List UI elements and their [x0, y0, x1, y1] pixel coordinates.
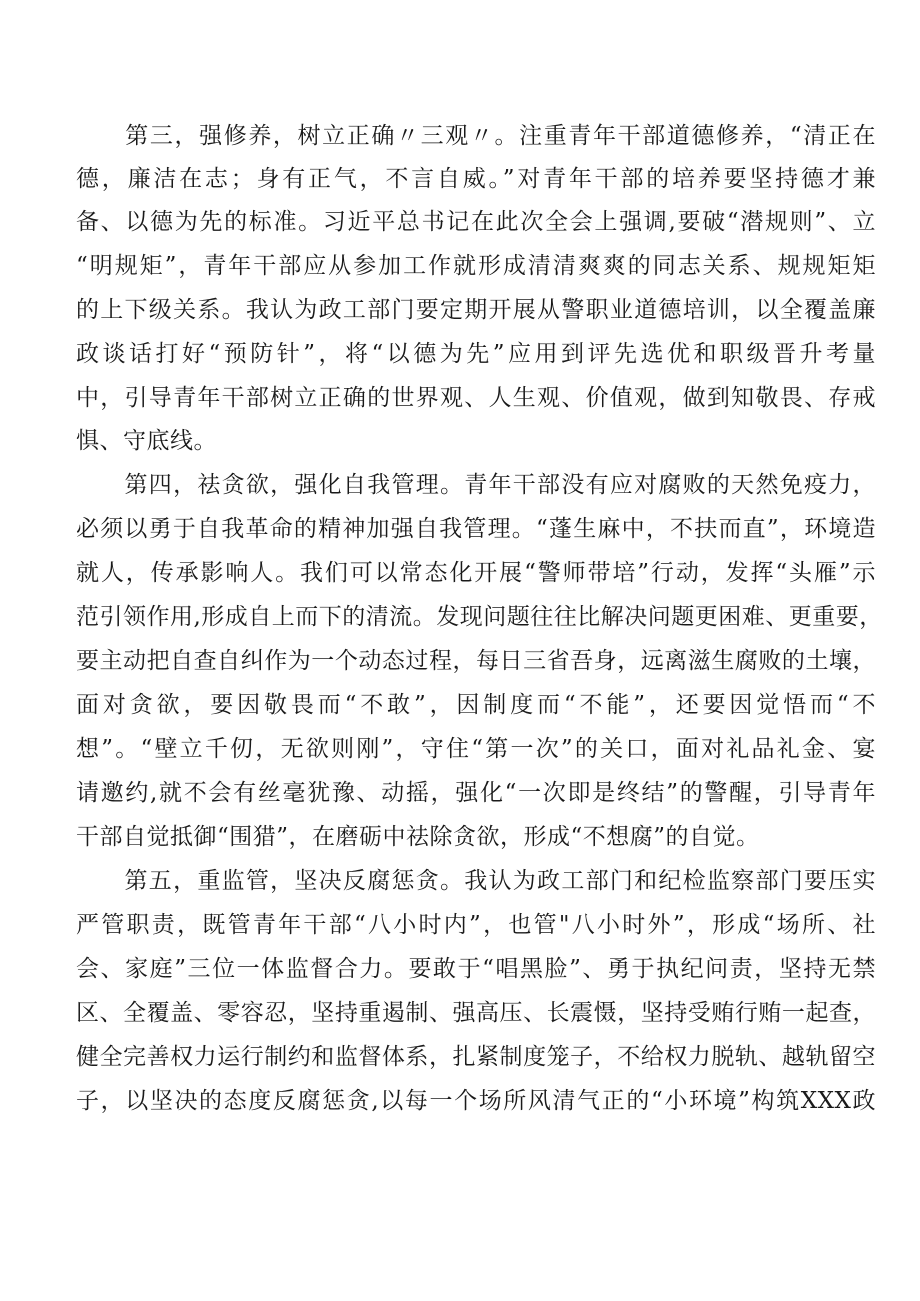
text-line: 想”。“壁立千仞，无欲则刚”，守住“第一次”的关口，面对礼品礼金、宴 [76, 736, 876, 762]
text-line: 子，以坚决的态度反腐惩贪,以每一个场所风清气正的“小环境”构筑XXX政 [76, 1088, 876, 1114]
text-line: 的上下级关系。我认为政工部门要定期开展从警职业道德培训，以全覆盖廉 [76, 297, 876, 323]
text-line: 备、以德为先的标准。习近平总书记在此次全会上强调,要破“潜规则”、立 [76, 209, 876, 235]
text-line: 政谈话打好“预防针”，将“以德为先”应用到评先选优和职级晋升考量 [76, 341, 876, 367]
text-line: 严管职责，既管青年干部“八小时内”，也管"八小时外”，形成“场所、社 [76, 912, 876, 938]
text-line: 要主动把自查自纠作为一个动态过程，每日三省吾身，远离滋生腐败的土壤， [76, 648, 876, 674]
text-line: 范引领作用,形成自上而下的清流。发现问题往往比解决问题更困难、更重要， [76, 604, 883, 630]
text-line: 第四，祛贪欲，强化自我管理。青年干部没有应对腐败的天然免疫力， [76, 472, 876, 498]
text-line: “明规矩”，青年干部应从参加工作就形成清清爽爽的同志关系、规规矩矩 [76, 253, 876, 279]
text-line: 就人，传承影响人。我们可以常态化开展“警师带培”行动，发挥“头雁”示 [76, 560, 876, 586]
text-line: 中，引导青年干部树立正确的世界观、人生观、价值观，做到知敬畏、存戒 [76, 385, 876, 411]
text-line: 第三，强修养，树立正确〃三观〃。注重青年干部道德修养，“清正在 [76, 123, 876, 149]
text-line: 德，廉洁在志；身有正气，不言自威。”对青年干部的培养要坚持德才兼 [76, 166, 876, 192]
text-line: 必须以勇于自我革命的精神加强自我管理。“蓬生麻中，不扶而直”，环境造 [76, 516, 876, 542]
text-line: 干部自觉抵御“围猎”，在磨砺中祛除贪欲，形成“不想腐”的自觉。 [76, 824, 760, 850]
text-line: 会、家庭”三位一体监督合力。要敢于“唱黑脸”、勇于执纪问责，坚持无禁 [76, 956, 876, 982]
text-line: 健全完善权力运行制约和监督体系，扎紧制度笼子，不给权力脱轨、越轨留空 [76, 1044, 876, 1070]
text-line: 区、全覆盖、零容忍，坚持重遏制、强高压、长震慑，坚持受贿行贿一起查， [76, 1000, 876, 1026]
text-line: 惧、守底线。 [76, 428, 217, 454]
text-line: 第五，重监管，坚决反腐惩贪。我认为政工部门和纪检监察部门要压实 [76, 868, 876, 894]
text-line: 请邀约,就不会有丝毫犹豫、动摇，强化“一次即是终结”的警醒，引导青年 [76, 780, 876, 806]
text-line: 面对贪欲，要因敬畏而“不敢”，因制度而“不能”，还要因觉悟而“不 [76, 692, 876, 718]
